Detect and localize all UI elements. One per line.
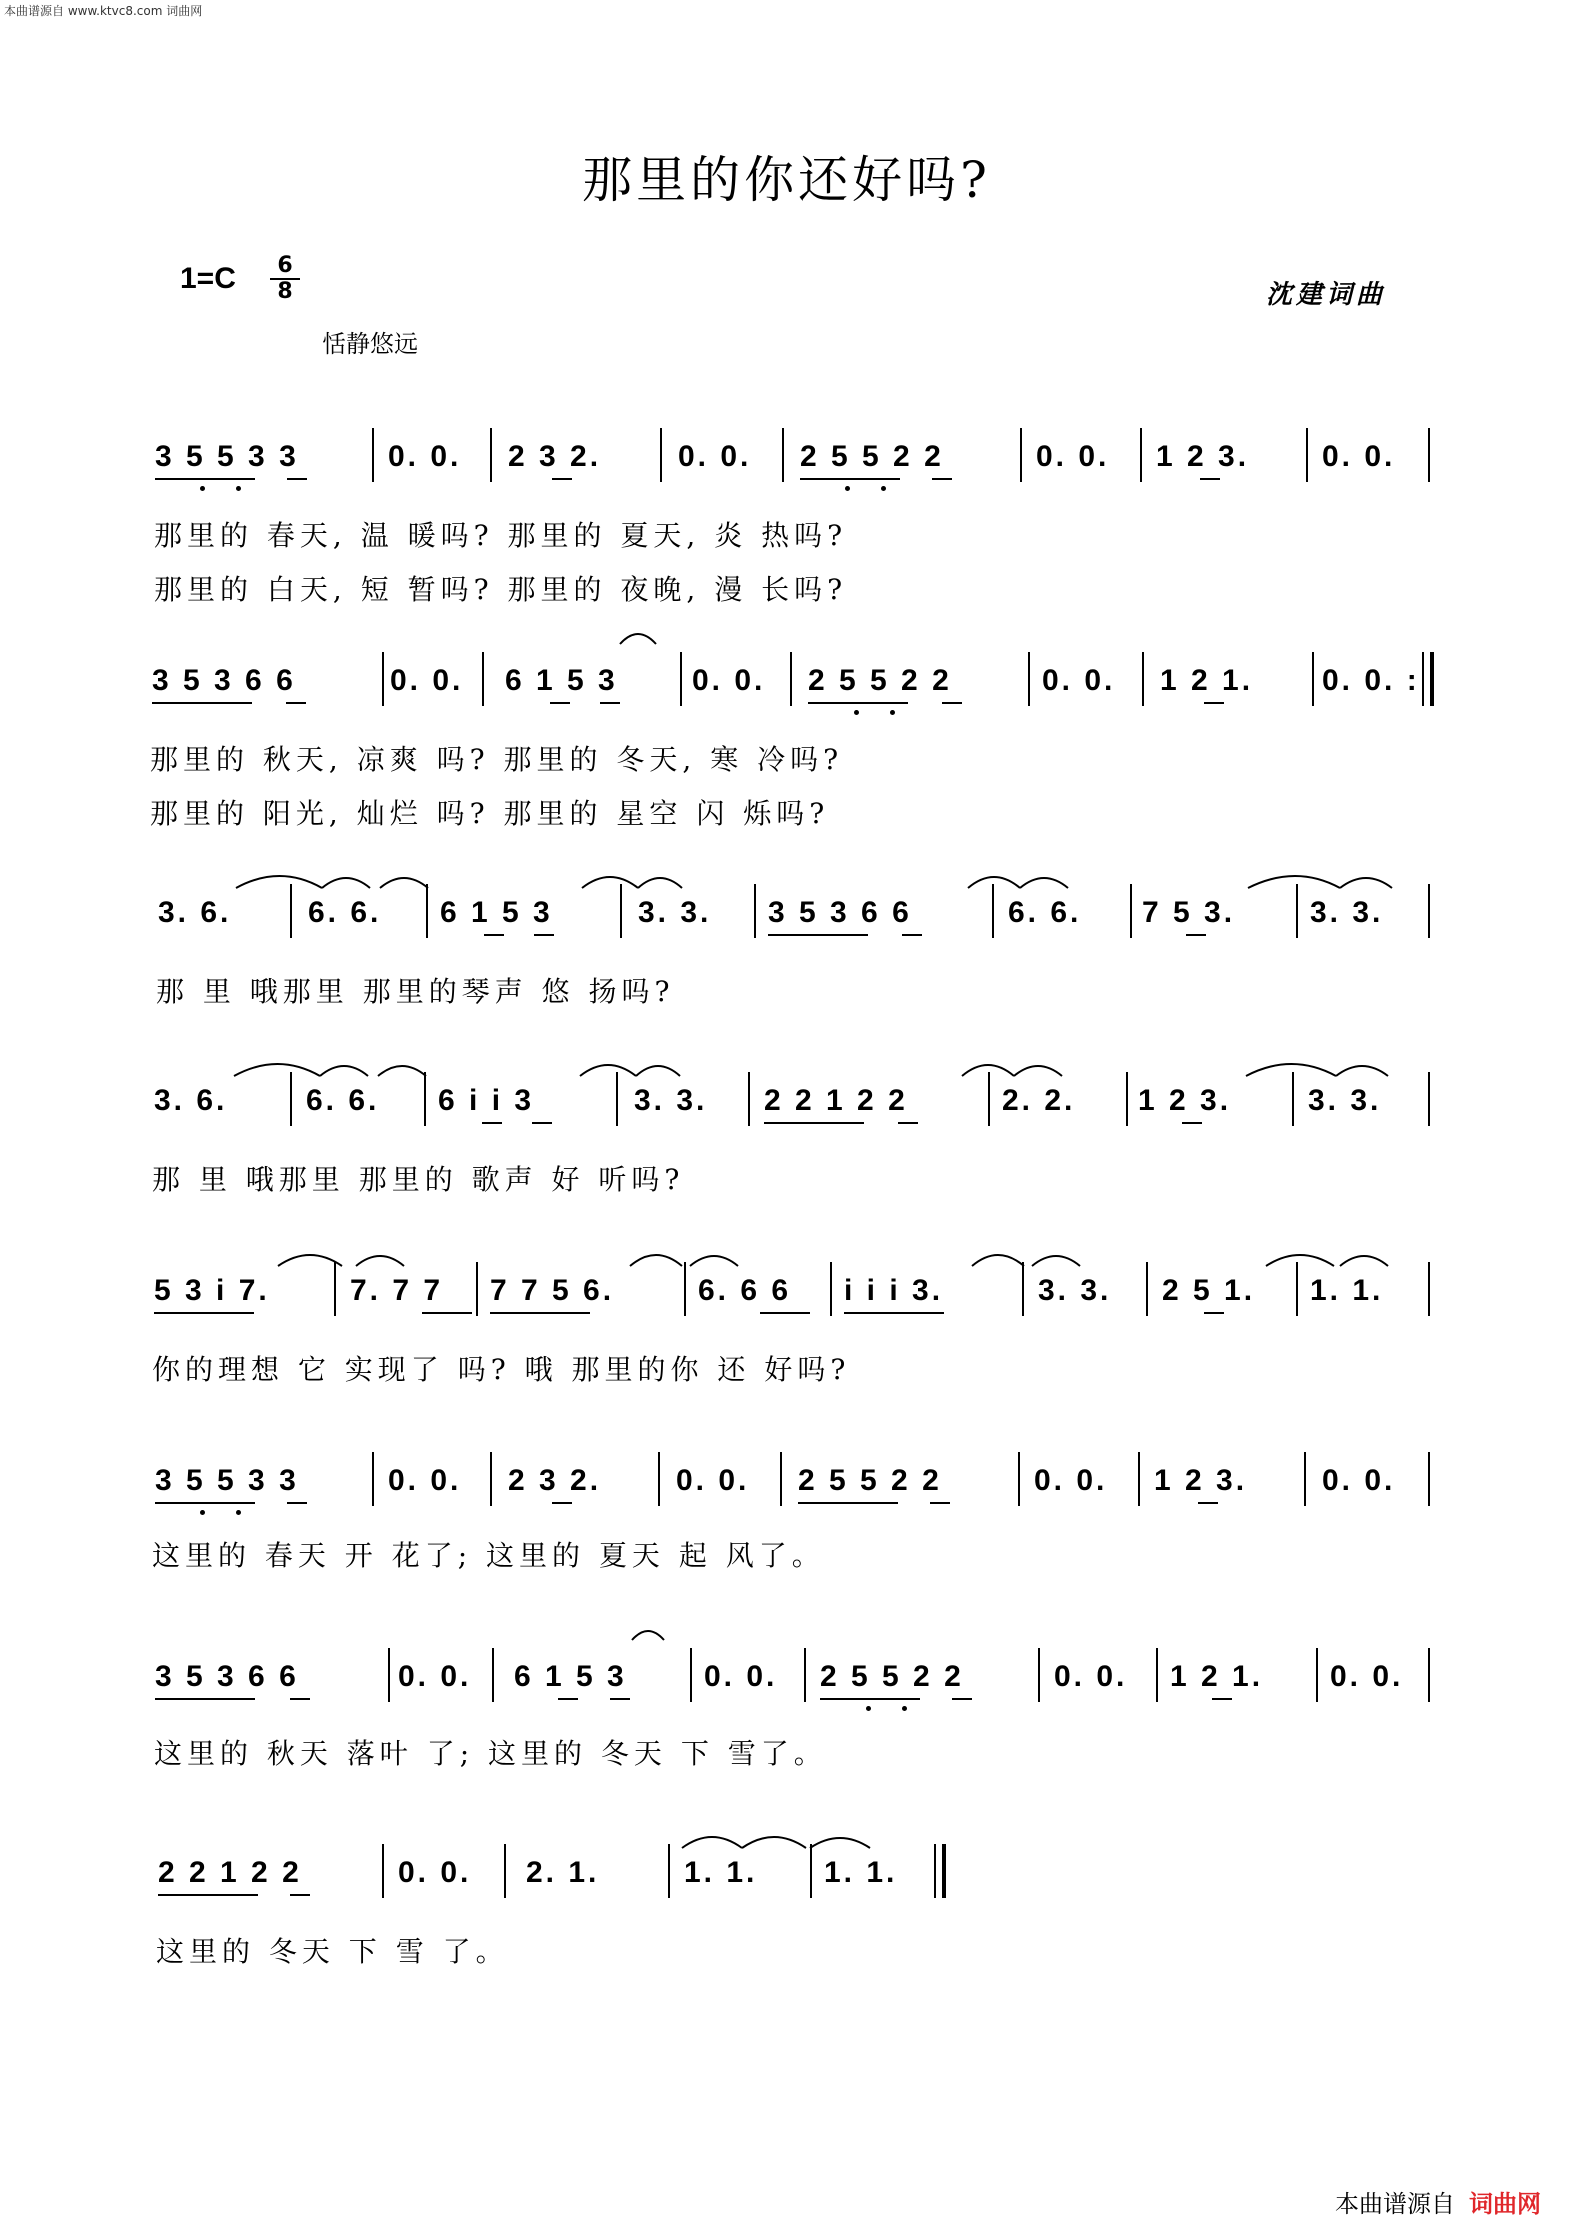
beam [154,1312,254,1314]
barline [290,1072,292,1126]
measure: 0. 0. [388,1464,462,1497]
slur [742,1837,806,1848]
score-system-5 [150,1274,1430,1384]
beam [550,702,570,704]
beam [768,934,868,936]
measure: 2 5 1. [1162,1274,1256,1307]
beam [287,1502,307,1504]
score-system-2 [150,664,1430,844]
barline [992,884,994,938]
beam [932,478,952,480]
measure: 0. 0. [704,1660,778,1693]
measure: 0. 0. [1054,1660,1128,1693]
measure: 3. 3. [1308,1084,1382,1117]
score-system-7 [150,1660,1430,1770]
barline [504,1844,506,1898]
beam [152,702,252,704]
measure: 7. 7 7 [350,1274,444,1307]
barline [1038,1648,1040,1702]
footer-source: 本曲谱源自 [1335,2190,1455,2218]
slur [278,1255,342,1266]
barline [782,428,784,482]
beam [798,1502,898,1504]
barline [492,1648,494,1702]
slur [378,1066,426,1076]
barline [934,1844,936,1898]
barline [668,1844,670,1898]
barline [658,1452,660,1506]
measure: 3. 3. [1310,896,1384,929]
barline [790,652,792,706]
measure: 2. 1. [526,1856,600,1889]
octave-dot [866,1706,871,1711]
measure: 2 5 5 2 2 [820,1660,964,1693]
slur [322,878,370,888]
octave-dot [854,710,859,715]
barline [780,1452,782,1506]
measure: 1. 1. [684,1856,758,1889]
barline [424,1072,426,1126]
barline [1018,1452,1020,1506]
measure: 2 2 1 2 2 [158,1856,302,1889]
beam [490,1312,590,1314]
slur [682,1837,742,1848]
beam [155,1502,255,1504]
barline [616,1072,618,1126]
slur [690,1256,738,1266]
slur [1246,1064,1336,1076]
barline [680,652,682,706]
barline [1312,652,1314,706]
barline [1306,428,1308,482]
measure: 2. 2. [1002,1084,1076,1117]
measure: 3. 6. [158,896,232,929]
beam [552,478,572,480]
slur [810,1838,870,1848]
barline [1140,428,1142,482]
barline [490,428,492,482]
beam [290,1894,310,1896]
beam [1212,1698,1232,1700]
lyric-line: 那 里 哦那里 那里的 歌声 好 听吗? [152,1163,685,1196]
slur [1248,876,1340,888]
measure: 1. 1. [1310,1274,1384,1307]
measure: 0. 0. [388,440,462,473]
time-signature [270,254,300,304]
barline [388,1648,390,1702]
measure: 7 5 3. [1142,896,1236,929]
beam [610,1698,630,1700]
beam [287,478,307,480]
beam [422,1312,472,1314]
barline [382,1844,384,1898]
barline [1428,1452,1430,1506]
barline [1130,884,1132,938]
measure: 0. 0. [398,1856,472,1889]
beam [1198,1502,1218,1504]
footer-site-link[interactable]: 词曲网 [1469,2190,1541,2218]
key-signature: 1=C [180,262,236,295]
measure: 3. 3. [634,1084,708,1117]
barline [690,1648,692,1702]
beam [155,1698,255,1700]
measure: 2 3 2. [508,1464,602,1497]
repeat-barline [1430,652,1434,706]
lyric-line: 这里的 春天 开 花了; 这里的 夏天 起 风了。 [152,1539,825,1572]
barline [1296,884,1298,938]
beam [1204,1312,1224,1314]
beam [1186,934,1206,936]
beam [532,1122,552,1124]
barline [490,1452,492,1506]
barline [988,1072,990,1126]
measure: 0. 0. [398,1660,472,1693]
score-system-4 [150,1084,1430,1194]
measure: 0. 0. [1322,1464,1396,1497]
measure: 1 2 1. [1160,664,1254,697]
measure: 0. 0. [1042,664,1116,697]
barline [334,1262,336,1316]
measure: 0. 0. [1036,440,1110,473]
footer-watermark [1335,2184,1541,2219]
slur [356,1256,404,1266]
measure: 1 2 3. [1156,440,1250,473]
slur [636,1066,680,1076]
lyric-line: 你的理想 它 实现了 吗? 哦 那里的你 还 好吗? [152,1353,851,1386]
barline [1156,1648,1158,1702]
beam [290,1698,310,1700]
measure: i i i 3. [844,1274,944,1307]
measure: 3 5 5 3 3 [155,1464,299,1497]
lyric-line: 那 里 哦那里 那里的琴声 悠 扬吗? [156,975,675,1008]
measure: 1 2 1. [1170,1660,1264,1693]
measure: 5 3 i 7. [154,1274,270,1307]
watermark-top: 本曲谱源自 www.ktvc8.com 词曲网 [4,4,203,18]
barline [1028,652,1030,706]
measure: 6 1 5 3 [505,664,618,697]
beam [600,702,620,704]
author-credit: 沈建词曲 [1266,280,1387,310]
beam [482,1122,502,1124]
lyric-line: 那里的 阳光, 灿烂 吗? 那里的 星空 闪 烁吗? [150,797,830,830]
slur [638,878,682,888]
slur [580,1065,636,1076]
measure: 3 5 3 6 6 [768,896,912,929]
barline [426,884,428,938]
lyric-line: 这里的 冬天 下 雪 了。 [156,1935,509,1968]
measure: 6 i i 3 [438,1084,535,1117]
octave-dot [902,1706,907,1711]
slur [1336,1066,1388,1076]
octave-dot [845,486,850,491]
slur [1032,1256,1080,1266]
slur [236,876,322,888]
barline [684,1262,686,1316]
barline [1316,1648,1318,1702]
barline [1428,1262,1430,1316]
barline [1428,1072,1430,1126]
beam [820,1698,920,1700]
meter-top: 6 [277,253,293,278]
beam [155,478,255,480]
slur-group [150,1856,1430,1896]
measure: 3 5 3 6 6 [155,1660,299,1693]
barline [748,1072,750,1126]
beam [764,1122,864,1124]
barline [1020,428,1022,482]
slur [1340,878,1392,888]
measure: 0. 0. [1322,440,1396,473]
octave-dot [881,486,886,491]
score-system-1 [150,440,1430,620]
barline [476,1262,478,1316]
lyric-line: 这里的 秋天 落叶 了; 这里的 冬天 下 雪了。 [154,1737,827,1770]
barline [1428,1648,1430,1702]
barline [1422,652,1424,706]
barline [482,652,484,706]
slur [380,878,428,888]
score-system-3 [150,896,1430,1006]
barline [382,652,384,706]
barline [804,1648,806,1702]
beam [534,934,554,936]
score-system-8 [150,1856,1430,1966]
measure: 6. 6. [1008,896,1082,929]
barline [620,884,622,938]
beam [952,1698,972,1700]
beam [760,1312,810,1314]
slur [972,1255,1024,1266]
measure: 1 2 3. [1154,1464,1248,1497]
slur [1340,1256,1388,1266]
barline [754,884,756,938]
measure: 1. 1. [824,1856,898,1889]
measure: 2 5 5 2 2 [808,664,952,697]
slur [1020,878,1068,888]
octave-dot [200,486,205,491]
measure: 2 3 2. [508,440,602,473]
barline [372,428,374,482]
measure: 6 1 5 3 [514,1660,627,1693]
slur [630,1255,682,1266]
barline [1126,1072,1128,1126]
measure: 2 2 1 2 2 [764,1084,908,1117]
measure: 6. 6. [306,1084,380,1117]
beam [930,1502,950,1504]
measure: 7 7 5 6. [490,1274,615,1307]
barline [660,428,662,482]
measure: 3. 6. [154,1084,228,1117]
measure: 3 5 3 6 6 [152,664,296,697]
beam [844,1312,944,1314]
measure: 0. 0. [1330,1660,1404,1693]
barline [1428,884,1430,938]
measure: 0. 0. [1034,1464,1108,1497]
barline [1138,1452,1140,1506]
measure: 1 2 3. [1138,1084,1232,1117]
measure: 2 5 5 2 2 [798,1464,942,1497]
barline [810,1844,812,1898]
barline [1428,428,1430,482]
beam [484,934,504,936]
measure: 0. 0. [692,664,766,697]
beam [1200,478,1220,480]
slur [1014,1066,1062,1076]
measure: 3. 3. [638,896,712,929]
beam [942,702,962,704]
lyric-line: 那里的 春天, 温 暖吗? 那里的 夏天, 炎 热吗? [154,519,848,552]
beam [1204,702,1224,704]
barline [290,884,292,938]
beam [158,1894,258,1896]
measure: 3. 3. [1038,1274,1112,1307]
beam [808,702,908,704]
octave-dot [236,486,241,491]
barline [830,1262,832,1316]
lyric-line: 那里的 白天, 短 暂吗? 那里的 夜晚, 漫 长吗? [154,573,848,606]
barline [1146,1262,1148,1316]
measure: 6 1 5 3 [440,896,553,929]
lyric-line: 那里的 秋天, 凉爽 吗? 那里的 冬天, 寒 冷吗? [150,743,844,776]
slur [620,634,656,644]
octave-dot [200,1510,205,1515]
measure: 0. 0. : [1322,664,1420,697]
slur [582,877,638,888]
slur [632,1631,664,1640]
beam [1182,1122,1202,1124]
slur [968,877,1020,888]
score-system-6 [150,1464,1430,1574]
octave-dot [236,1510,241,1515]
barline [1292,1072,1294,1126]
beam [898,1122,918,1124]
measure: 0. 0. [678,440,752,473]
measure: 2 5 5 2 2 [800,440,944,473]
measure: 0. 0. [390,664,464,697]
slur [320,1066,368,1076]
song-title: 那里的你还好吗? [582,151,991,209]
barline [1304,1452,1306,1506]
measure: 0. 0. [676,1464,750,1497]
beam [552,1502,572,1504]
barline [1022,1262,1024,1316]
slur [234,1064,320,1076]
final-barline [942,1844,946,1898]
beam [902,934,922,936]
measure: 3 5 5 3 3 [155,440,299,473]
beam [558,1698,578,1700]
measure: 6. 6 6 [698,1274,792,1307]
tempo-marking: 恬静悠远 [322,330,418,358]
measure: 6. 6. [308,896,382,929]
slur [1266,1255,1334,1266]
meter-bottom: 8 [270,278,300,304]
beam [800,478,900,480]
beam [286,702,306,704]
barline [372,1452,374,1506]
barline [1142,652,1144,706]
octave-dot [890,710,895,715]
barline [1296,1262,1298,1316]
